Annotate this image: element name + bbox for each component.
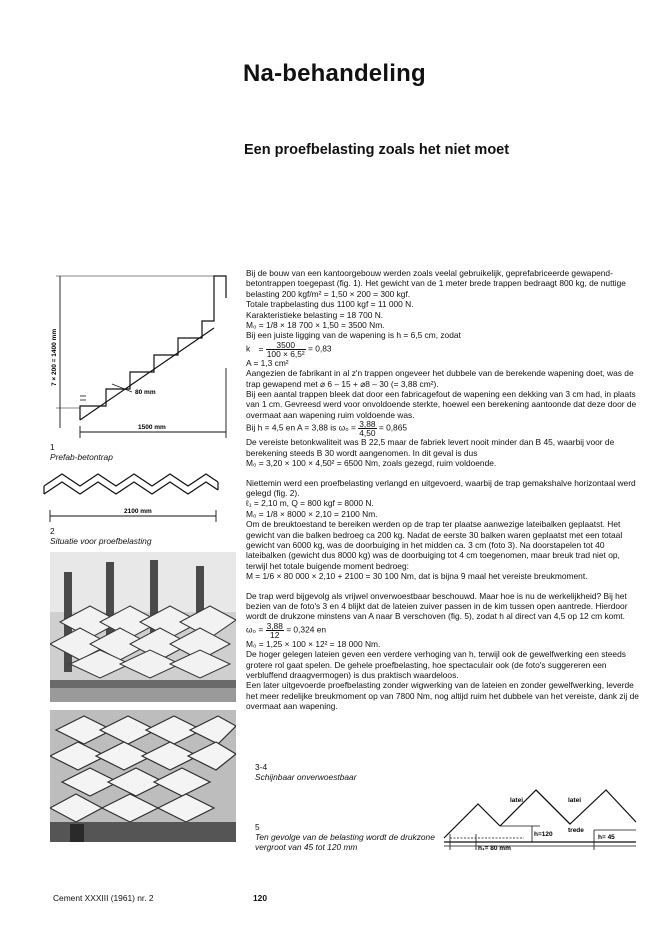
formula-omega-2-numerator: 3,88: [266, 620, 283, 631]
paragraph: ℓ₁ = 2,10 m, Q = 800 kgf = 8000 N.: [246, 498, 374, 509]
formula-omega-denominator: 4,50: [359, 428, 376, 439]
figure-5-caption: [255, 822, 435, 852]
formula-omega-2-fraction: [266, 622, 284, 639]
figure-1-staircase-drawing: [50, 268, 235, 440]
paragraph: M₀ = 1,25 × 100 × 12² = 18 000 Nm.: [246, 638, 381, 649]
formula-omega-2: [246, 622, 640, 639]
formula-omega-2-lhs: ω₀ =: [246, 624, 264, 635]
figure-2-zigzag-drawing: [42, 472, 227, 524]
paragraph: Niettemin werd een proefbelasting verlangd en uitgevoerd, waarbij de trap gemakshalve horizontaal werd gelegd (fig. 2).: [246, 477, 636, 498]
paragraph: Bij de bouw van een kantoorgebouw werden zoals veelal gebruikelijk, geprefabriceerde gewapend-betontrappen toegepast (fig. 1). Het gewicht van de 1 meter brede trappen bedraagt 800 kg, de nuttige belasting 200 kgf/m² = 1,50 × 200 = 300 kgf.: [246, 268, 626, 299]
figure-2-caption: [50, 526, 152, 546]
page-title: Na-behandeling: [243, 60, 426, 87]
figure-1-caption: [50, 442, 113, 462]
formula-k-denominator: 100 × 6,5²: [266, 348, 305, 359]
page-number: 120: [253, 893, 267, 903]
figure-3-4-number: 3-4: [255, 762, 268, 772]
formula-k: k = $\frac{3500}{\text{100 × 6,5²}}$ = 0,83: [246, 339, 332, 359]
figure-1-number: 1: [50, 442, 55, 452]
journal-footer: Cement XXXIII (1961) nr. 2: [53, 893, 154, 903]
paragraph: A = 1,3 cm²: [246, 357, 289, 368]
paragraph: De vereiste betonkwaliteit was B 22,5 maar de fabriek levert nooit minder dan B 45, waarbij voor de berekening steeds B 30 wordt aangenomen. In dit geval is dus: [246, 437, 615, 458]
formula-k-numerator: 3500: [266, 341, 306, 350]
figure-2-caption-text: Situatie voor proefbelasting: [50, 536, 152, 546]
paragraph: M₀ = 1/8 × 18 700 × 1,50 = 3500 Nm.: [246, 320, 385, 331]
fig1-dim-1500: 1500 mm: [138, 424, 166, 431]
paragraph: Een later uitgevoerde proefbelasting zonder wigwerking van de lateien en zonder gewelfwerking, leverde het meer redelijke breukmoment op van 7800 Nm, nog altijd ruim het dubbele van het vereiste, dank zij de overmaat aan wapening.: [246, 680, 639, 712]
formula-k-fraction: [266, 341, 306, 358]
figure-3-4-caption-text: Schijnbaar onverwoestbaar: [255, 772, 357, 782]
figure-5-caption-text: Ten gevolge van de belasting wordt de drukzone vergroot van 45 tot 120 mm: [255, 832, 435, 852]
formula-k-lhs: k: [246, 343, 251, 354]
formula-omega-lhs: Bij h = 4,5 en A = 3,88 is ω₀ =: [246, 423, 356, 433]
formula-k-result: = 0,83: [308, 343, 332, 354]
fig5-label-latei-1: latei: [510, 797, 524, 804]
article-body: [246, 268, 640, 712]
formula-omega-numerator: 3,88: [359, 419, 376, 430]
paragraph: Bij een aantal trappen bleek dat door een fabricagefout de wapening een dekking van 3 cm had, in plaats van 1 cm. Gevreesd werd voor onvoldoende sterkte, hoewel een berekening aantoonde dat deze door de overmaat aan wapening ruim voldoende was.: [246, 389, 637, 420]
paragraph: Om de breuktoestand te bereiken werden op de trap ter plaatse aanwezige lateibalken geplaatst. Het gewicht van die balken bedroeg ca 200 kg. Nadat de eerste 30 balken waren geplaatst met een totaal gewicht van 6000 kg, was de doorbuiging in het midden ca. 3 cm (foto 3). Na doorstapelen tot 40 lateibalken (gewicht dus 8000 kg) was de doorbuiging tot 4 cm toegenomen, maar breuk trad niet op, terwijl het totale buigende moment bedroeg:: [246, 519, 623, 571]
figure-3-4-caption: [255, 762, 357, 782]
photo-4: [50, 710, 236, 842]
fig5-label-h120: h=120: [534, 831, 553, 838]
fig1-dim-80: 80 mm: [135, 389, 156, 396]
paragraph: De hoger gelegen lateien geven een verdere verhoging van h, terwijl ook de gewelfwerking een steeds grotere rol gaat spelen. De gehele proefbelasting, hoe spectaculair ook (de foto's suggereren een verbluffend draagvermogen) is dus praktisch waardeloos.: [246, 649, 626, 680]
paragraph: Totale trapbelasting dus 1100 kgf = 11 000 N.: [246, 299, 414, 310]
formula-omega-fraction: [358, 420, 376, 437]
paragraph: Bij een juiste ligging van de wapening is h = 6,5 cm, zodat: [246, 330, 461, 341]
photo-4-image: [50, 710, 236, 842]
figure-5-number: 5: [255, 822, 260, 832]
fig5-label-trede: trede: [568, 827, 584, 834]
photo-3: [50, 552, 236, 702]
formula-omega-2-result: = 0,324 en: [286, 624, 327, 635]
fig5-label-latei-2: latei: [568, 797, 582, 804]
formula-omega: [246, 420, 640, 437]
fig5-label-h80: h₁= 80 mm: [478, 845, 511, 852]
photo-3-image: [50, 552, 236, 702]
fig1-dim-vertical: 7 × 200 = 1400 mm: [51, 328, 58, 386]
paragraph: De trap werd bijgevolg als vrijwel onverwoestbaar beschouwd. Maar hoe is nu de werkelijkheid? Bij het bezien van de foto's 3 en 4 blijkt dat de lateien zuiver passen in de kim tussen open aantrede. Hierdoor wordt de drukzone minstens van A naar B verschoven (fig. 5), zodat h al direct van 4,5 op 12 cm komt.: [246, 590, 628, 622]
formula-omega-2-denominator: 12: [270, 629, 280, 640]
fig2-dim-2100: 2100 mm: [124, 508, 152, 515]
paragraph: M = 1/6 × 80 000 × 2,10 + 2100 = 30 100 Nm, dat is bijna 9 maal het vereiste breukmoment.: [246, 571, 588, 582]
figure-2-number: 2: [50, 526, 55, 536]
formula-omega-result: = 0,865: [378, 423, 408, 433]
figure-5-drawing: [440, 782, 640, 856]
fig5-label-h45: h= 45: [598, 834, 615, 841]
article-subtitle: Een proefbelasting zoals het niet moet: [244, 142, 510, 158]
paragraph: Karakteristieke belasting = 18 700 N.: [246, 309, 384, 320]
paragraph: M₀ = 1/8 × 8000 × 2,10 = 2100 Nm.: [246, 508, 378, 519]
figure-1-caption-text: Prefab-betontrap: [50, 452, 113, 462]
paragraph: Aangezien de fabrikant in al z'n trappen ongeveer het dubbele van de berekende wapening doet, was de trap gewapend met ⌀ 6 – 15 + ⌀8 – 30 (= 3,88 cm²).: [246, 368, 634, 389]
paragraph: M₀ = 3,20 × 100 × 4,50² = 6500 Nm, zoals gezegd, ruim voldoende.: [246, 458, 497, 469]
